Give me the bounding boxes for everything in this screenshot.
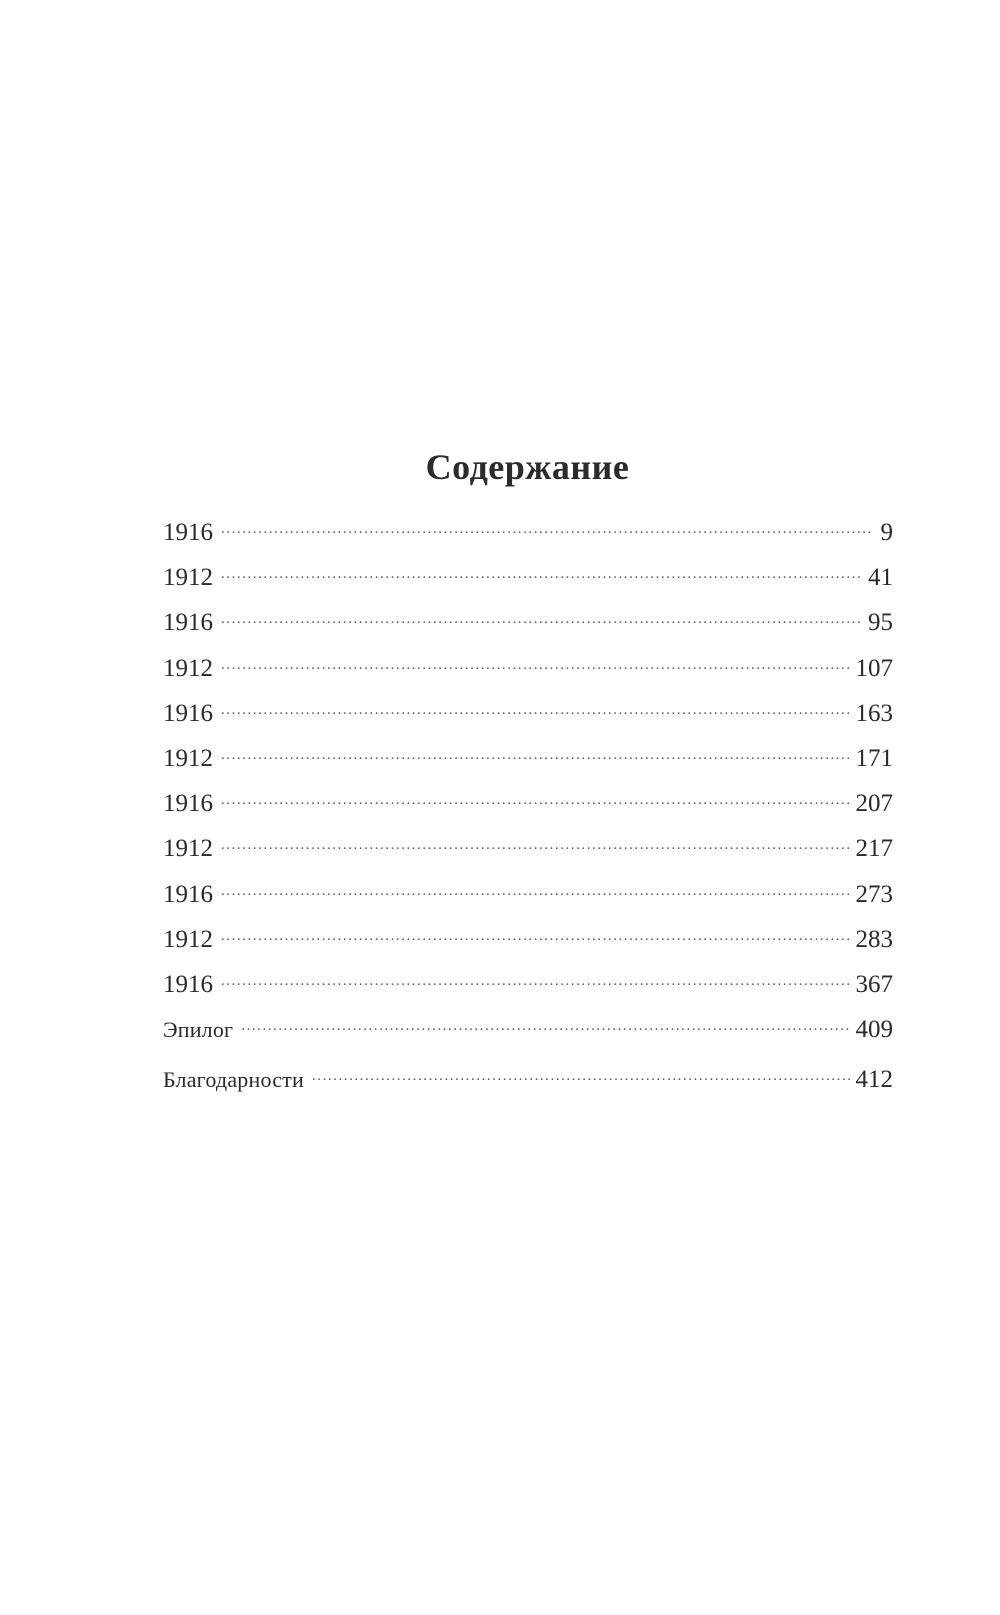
toc-entry-page: 163 — [855, 699, 893, 727]
toc-entry[interactable] — [163, 922, 893, 967]
dot-leader — [221, 922, 850, 947]
dot-leader — [221, 651, 850, 676]
toc-entry-label: 1912 — [163, 835, 213, 863]
toc-entry-page: 171 — [855, 744, 893, 772]
toc-entry[interactable] — [163, 696, 893, 741]
toc-entry-label: 1916 — [163, 699, 213, 727]
toc-entry[interactable] — [163, 967, 893, 1012]
toc-entry-label: 1912 — [163, 925, 213, 953]
toc-entry-label: 1916 — [163, 970, 213, 998]
dot-leader — [221, 831, 850, 856]
dot-leader — [221, 877, 850, 902]
toc-entry-label: Эпилог — [163, 1017, 234, 1043]
dot-leader — [221, 786, 850, 811]
toc-entry-page: 207 — [855, 790, 893, 818]
toc-entry[interactable] — [163, 786, 893, 831]
toc-entry-page: 367 — [855, 970, 893, 998]
dot-leader — [221, 696, 850, 721]
toc-entry-page: 283 — [855, 925, 893, 953]
toc-entry-page: 41 — [868, 564, 893, 592]
toc-entry[interactable] — [163, 560, 893, 605]
toc-entry-label: 1912 — [163, 564, 213, 592]
toc-entry[interactable] — [163, 515, 893, 560]
dot-leader — [221, 515, 873, 540]
toc-entry[interactable] — [163, 831, 893, 876]
dot-leader — [221, 741, 850, 766]
dot-leader — [312, 1062, 850, 1087]
table-of-contents — [163, 515, 893, 1107]
toc-entry-epilogue[interactable] — [163, 1012, 893, 1057]
toc-entry-label: 1916 — [163, 519, 213, 546]
toc-title: Содержание — [425, 447, 630, 487]
toc-entry-page: 273 — [855, 880, 893, 908]
toc-entry-label: 1916 — [163, 880, 213, 908]
toc-entry-label: 1912 — [163, 744, 213, 772]
dot-leader — [221, 560, 862, 585]
toc-entry-acknowledgements[interactable] — [163, 1062, 893, 1107]
toc-entry-label: 1912 — [163, 654, 213, 682]
toc-entry-page: 9 — [880, 519, 893, 546]
toc-entry-page: 95 — [868, 609, 893, 637]
dot-leader — [241, 1012, 849, 1037]
toc-entry-page: 217 — [855, 835, 893, 863]
toc-entry-label: Благодарности — [163, 1067, 304, 1093]
toc-entry-page: 409 — [855, 1016, 893, 1044]
toc-entry[interactable] — [163, 605, 893, 650]
toc-entry-label: 1916 — [163, 790, 213, 818]
toc-entry[interactable] — [163, 651, 893, 696]
dot-leader — [221, 605, 862, 630]
toc-entry-label: 1916 — [163, 609, 213, 637]
toc-entry-page: 107 — [855, 654, 893, 682]
toc-entry[interactable] — [163, 877, 893, 922]
toc-entry[interactable] — [163, 741, 893, 786]
dot-leader — [221, 967, 850, 992]
toc-entry-page: 412 — [855, 1066, 893, 1094]
